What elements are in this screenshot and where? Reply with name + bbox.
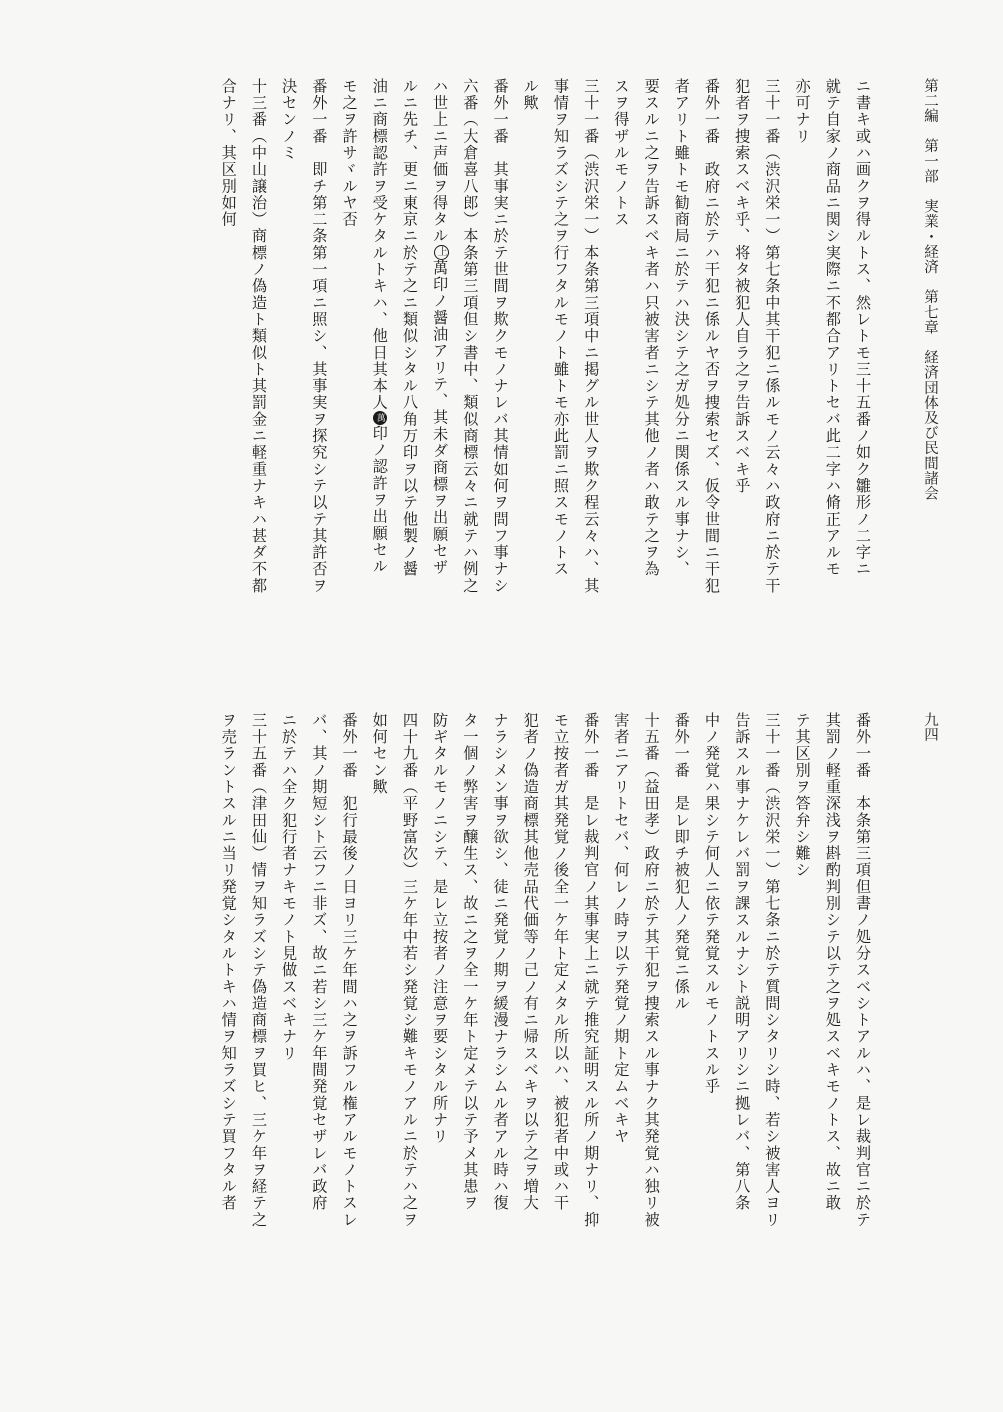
text-column: 番外一番 是レ即チ被犯人ノ発覚ニ係ル	[672, 712, 691, 1012]
text-column: 害者ニアリトセバ、何レノ時ヲ以テ発覚ノ期ト定ムベキヤ	[612, 712, 631, 1145]
text-column: 番外一番 即チ第二条第一項ニ照シ、其事実ヲ探究シテ以テ其許否ヲ	[310, 78, 329, 595]
text-column: 番外一番 政府ニ於テハ干犯ニ係ルヤ否ヲ捜索セズ、仮令世間ニ干犯	[702, 78, 721, 595]
text-column: テ其区別ヲ答弁シ難シ	[793, 712, 812, 879]
text-column: バ、其ノ期短シト云フニ非ズ、故ニ若シ三ケ年間発覚セザレバ政府	[310, 712, 329, 1212]
text-column: 告訴スル事ナケレバ罰ヲ課スルナシト説明アリシニ拠レバ、第八条	[733, 712, 752, 1212]
text-column: 三十一番（渋沢栄一）第七条ニ於テ質問シタリシ時、若シ被害人ヨリ	[763, 712, 782, 1229]
text-column: 合ナリ、其区別如何	[219, 78, 238, 228]
text-column: ニ於テハ全ク犯行者ナキモノト見做スベキナリ	[280, 712, 299, 1062]
text-column: 番外一番 本条第三項但書ノ処分スベシトアルハ、是レ裁判官ニ於テ	[854, 712, 872, 1229]
text-column: 番外一番 是レ裁判官ノ其事実上ニ就テ推究証明スル所ノ期ナリ、抑	[582, 712, 601, 1229]
text-column: 者アリト雖トモ勧商局ニ於テハ決シテ之ガ処分ニ関係スル事ナシ、	[672, 78, 691, 578]
text-span: 油ニ商標認許ヲ受ケタルトキハ、他日其本人	[370, 78, 389, 411]
text-span: 印ノ認許ヲ出願セル	[370, 425, 389, 575]
text-column: ニ書キ或ハ画クヲ得ルトス、然レトモ三十五番ノ如ク雛形ノ二字ニ	[854, 78, 872, 578]
text-column: モ之ヲ許サヾルヤ否	[340, 78, 359, 228]
text-column: 犯者ノ偽造商標其他売品代価等ノ己ノ有ニ帰スベキヲ以テ之ヲ増大	[521, 712, 540, 1212]
circled-mark: 上	[434, 245, 449, 260]
text-column: 十三番（中山譲治）商標ノ偽造ト類似ト其罰金ニ軽重ナキハ甚ダ不都	[249, 78, 268, 595]
text-column: 亦可ナリ	[793, 78, 812, 145]
text-column: モ立按者ガ其発覚ノ後全一ケ年ト定メタル所以ハ、被犯者中或ハ干	[551, 712, 570, 1212]
text-column: 十五番（益田孝）政府ニ於テ其干犯ヲ捜索スル事ナク其発覚ハ独リ被	[642, 712, 661, 1229]
text-span: ハ世上ニ声価ヲ得タル	[431, 78, 450, 245]
text-column: 其罰ノ軽重深浅ヲ斟酌判別シテ以テ之ヲ処スベキモノトス、故ニ敢	[823, 712, 842, 1212]
text-column-with-circle-mark	[365, 78, 395, 678]
running-head: 第二編 第一部 実業・経済 第七章 経済団体及び民間諸会	[922, 78, 938, 501]
text-column: ル歟	[521, 78, 540, 112]
text-column: タ一個ノ弊害ヲ醸生ス、故ニ之ヲ全一ケ年ト定メテ以テ予メ其患ヲ	[461, 712, 480, 1212]
text-column: 四十九番（平野富次）三ケ年中若シ発覚シ難キモノアルニ於テハ之ヲ	[400, 712, 419, 1229]
text-column: 三十一番（渋沢栄一）本条第三項中ニ掲グル世人ヲ欺ク程云々ハ、其	[582, 78, 601, 595]
text-column: 事情ヲ知ラズシテ之ヲ行フタルモノト雖トモ亦此罰ニ照スモノトス	[551, 78, 570, 578]
page-number: 九四	[922, 712, 938, 743]
text-column: 番外一番 犯行最後ノ日ヨリ三ケ年間ハ之ヲ訴フル権アルモノトスレ	[340, 712, 359, 1229]
text-column: 三十一番（渋沢栄一）第七条中其干犯ニ係ルモノ云々ハ政府ニ於テ干	[763, 78, 782, 595]
text-column: 要スルニ之ヲ告訴スベキ者ハ只被害者ニシテ其他ノ者ハ敢テ之ヲ為	[642, 78, 661, 578]
text-column: 番外一番 其事実ニ於テ世間ヲ欺クモノナレバ其情如何ヲ問フ事ナシ	[491, 78, 510, 595]
filled-circle-mark: 萬	[374, 412, 385, 424]
text-column: 防ギタルモノニシテ、是レ立按者ノ注意ヲ要シタル所ナリ	[431, 712, 450, 1145]
text-column: 三十五番（津田仙）情ヲ知ラズシテ偽造商標ヲ買ヒ、三ケ年ヲ経テ之	[249, 712, 268, 1229]
text-column: ナラシメン事ヲ欲シ、徒ニ発覚ノ期ヲ緩漫ナラシムル者アル時ハ復	[491, 712, 510, 1212]
text-column: ルニ先チ、更ニ東京ニ於テ之ニ類似シタル八角万印ヲ以テ他製ノ醤	[400, 78, 419, 578]
text-block-lower	[108, 712, 878, 1312]
text-column: 六番（大倉喜八郎）本条第三項但シ書中、類似商標云々ニ就テハ例之	[461, 78, 480, 595]
text-column-with-circle-mark	[425, 78, 455, 678]
text-column: ヲ売ラントスルニ当リ発覚シタルトキハ情ヲ知ラズシテ買フタル者	[219, 712, 238, 1212]
text-column: 決センノミ	[280, 78, 299, 162]
text-column: 如何セン歟	[370, 712, 389, 796]
text-column: 犯者ヲ捜索スベキ乎、将タ被犯人自ラ之ヲ告訴スベキ乎	[733, 78, 752, 495]
text-column: 中ノ発覚ハ果シテ何人ニ依テ発覚スルモノトスル乎	[702, 712, 721, 1095]
text-column: 就テ自家ノ商品ニ関シ実際ニ不都合アリトセバ此二字ハ脩正アルモ	[823, 78, 842, 578]
text-block-upper	[108, 78, 878, 678]
text-span: 萬印ノ醤油アリテ、其未ダ商標ヲ出願セザ	[431, 259, 450, 576]
text-column: スヲ得ザルモノトス	[612, 78, 631, 228]
